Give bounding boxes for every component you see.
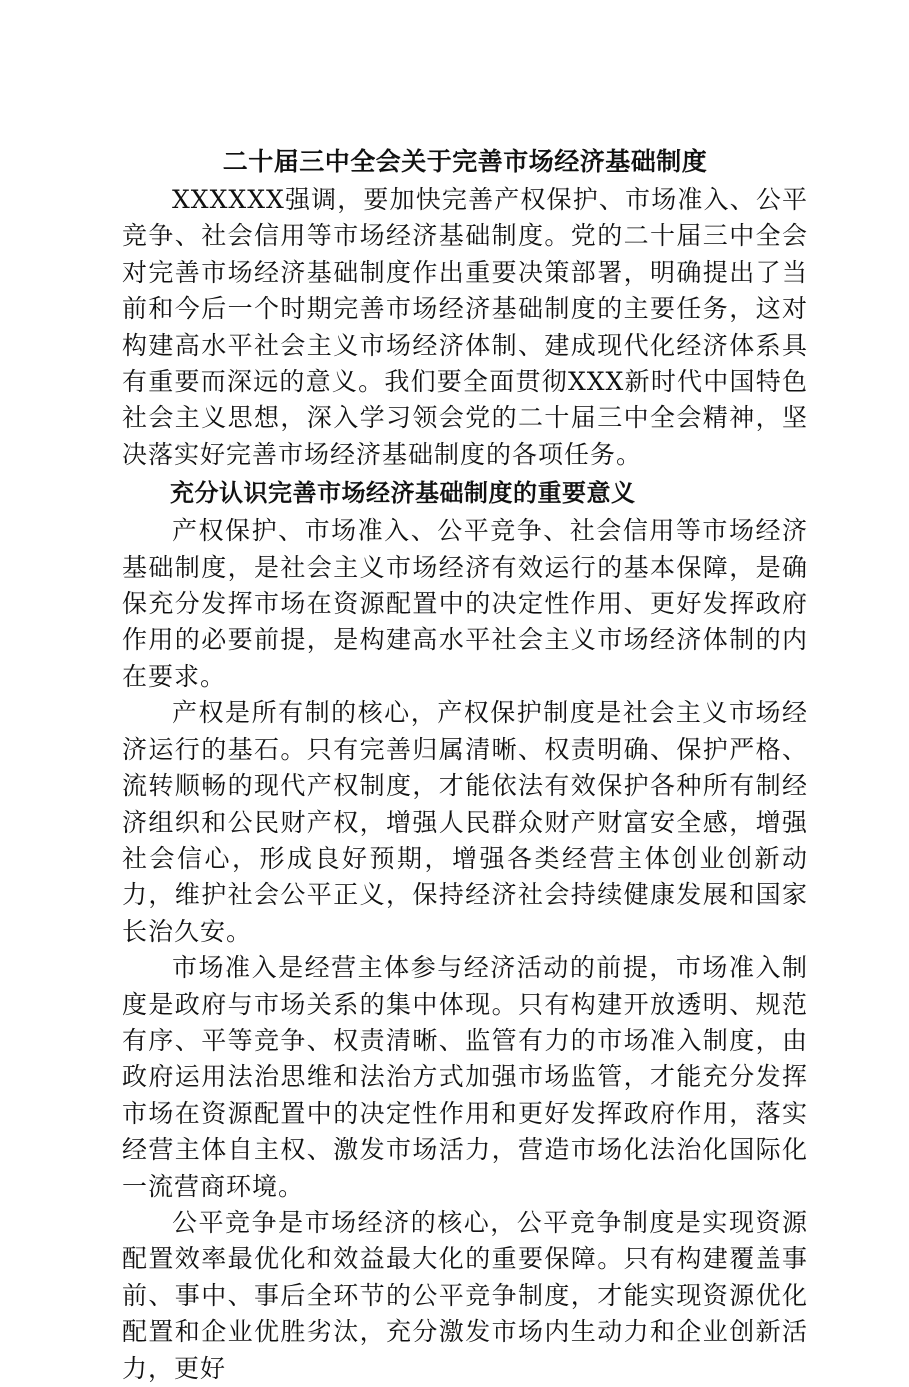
document-body <box>122 142 808 1387</box>
body-paragraph-3: 市场准入是经营主体参与经济活动的前提，市场准入制度是政府与市场关系的集中体现。只有构建开放透明、规范有序、平等竞争、权责清晰、监管有力的市场准入制度，由政府运用法治思维和法治方式加强市场监管，才能充分发挥市场在资源配置中的决定性作用和更好发挥政府作用，落实经营主体自主权、激发市场活力，营造市场化法治化国际化一流营商环境。 <box>122 953 808 1201</box>
intro-paragraph: XXXXXX强调，要加快完善产权保护、市场准入、公平竞争、社会信用等市场经济基础制度。党的二十届三中全会对完善市场经济基础制度作出重要决策部署，明确提出了当前和今后一个时期完善市场经济基础制度的主要任务，这对构建高水平社会主义市场经济体制、建成现代化经济体系具有重要而深远的意义。我们要全面贯彻XXX新时代中国特色社会主义思想，深入学习领会党的二十届三中全会精神，坚决落实好完善市场经济基础制度的各项任务。 <box>122 185 808 469</box>
body-paragraph-2: 产权是所有制的核心，产权保护制度是社会主义市场经济运行的基石。只有完善归属清晰、权责明确、保护严格、流转顺畅的现代产权制度，才能依法有效保护各种所有制经济组织和公民财产权，增强人民群众财产财富安全感，增强社会信心，形成良好预期，增强各类经营主体创业创新动力，维护社会公平正义，保持经济社会持续健康发展和国家长治久安。 <box>122 698 808 946</box>
body-paragraph-1: 产权保护、市场准入、公平竞争、社会信用等市场经济基础制度，是社会主义市场经济有效运行的基本保障，是确保充分发挥市场在资源配置中的决定性作用、更好发挥政府作用的必要前提，是构建高水平社会主义市场经济体制的内在要求。 <box>122 516 808 691</box>
body-paragraph-4: 公平竞争是市场经济的核心，公平竞争制度是实现资源配置效率最优化和效益最大化的重要保障。只有构建覆盖事前、事中、事后全环节的公平竞争制度，才能实现资源优化配置和企业优胜劣汰，充分激发市场内生动力和企业创新活力，更好 <box>122 1207 808 1383</box>
section-heading: 充分认识完善市场经济基础制度的重要意义 <box>170 479 636 508</box>
document-title: 二十届三中全会关于完善市场经济基础制度 <box>222 147 708 176</box>
